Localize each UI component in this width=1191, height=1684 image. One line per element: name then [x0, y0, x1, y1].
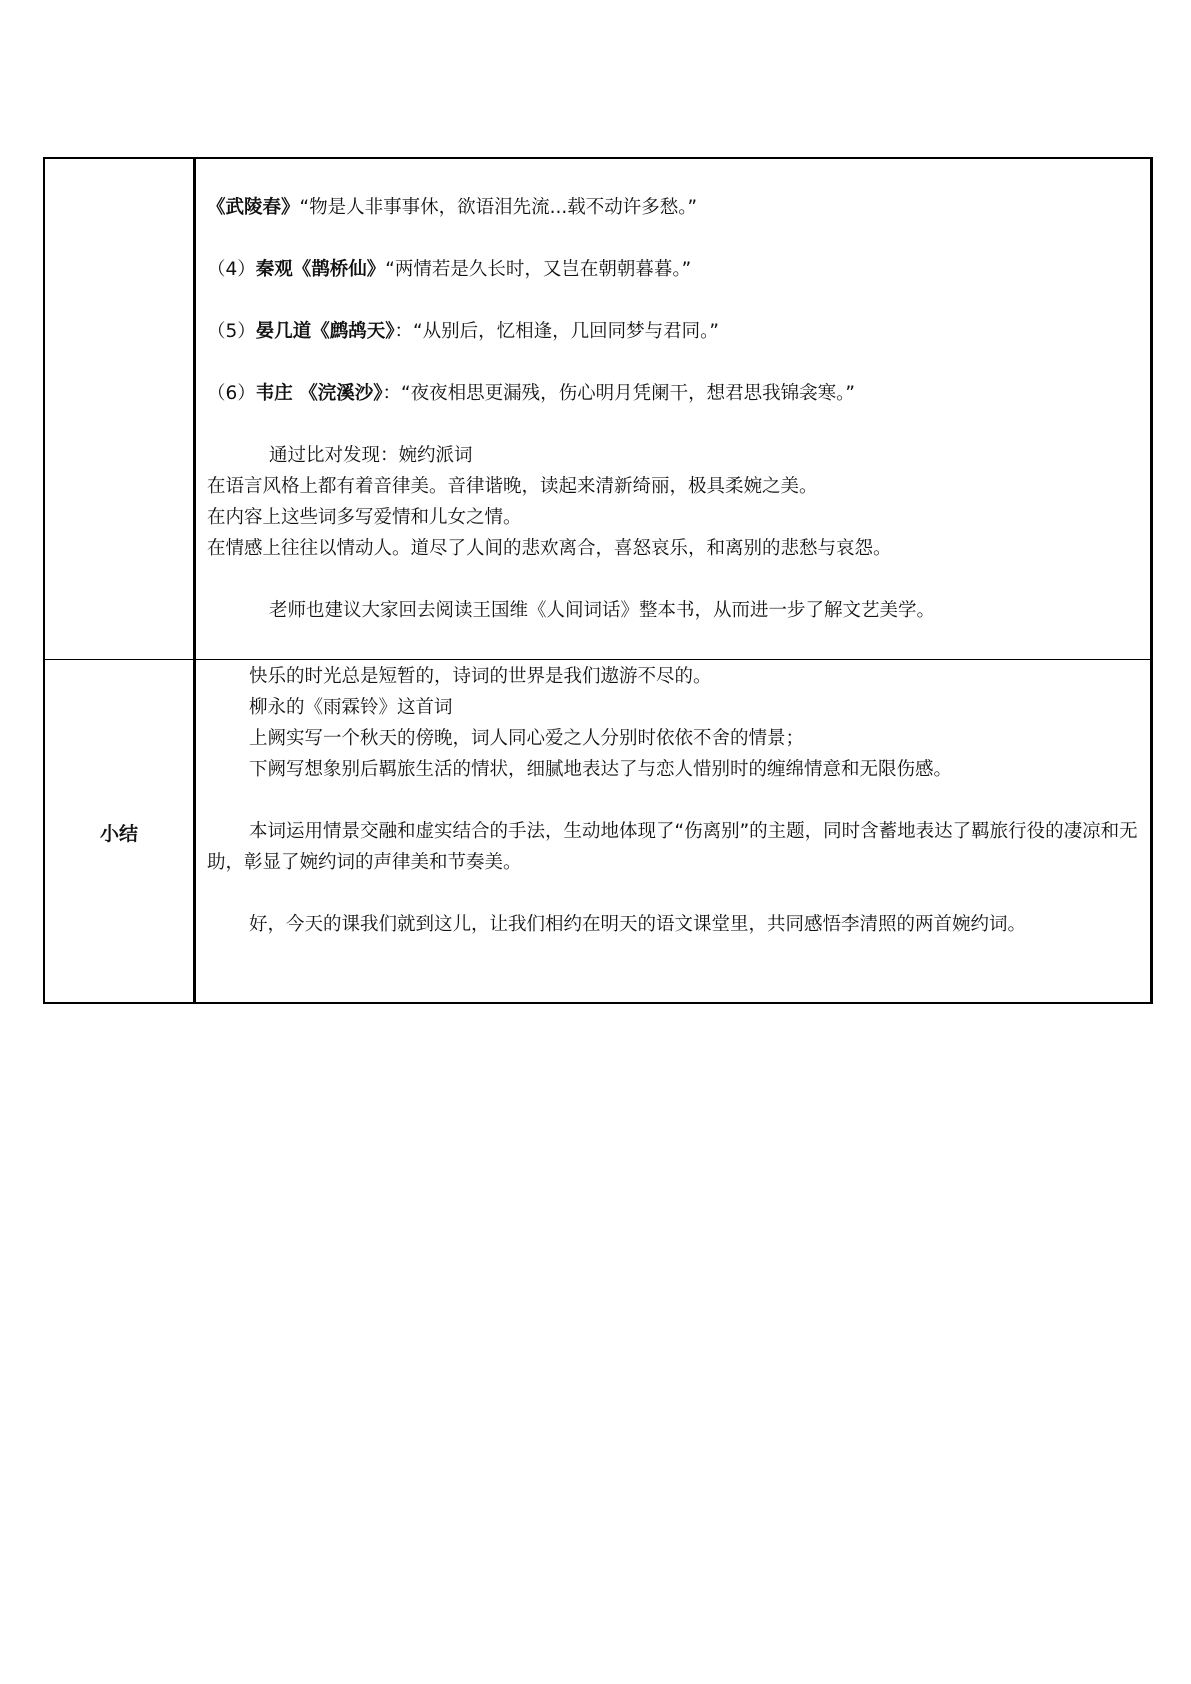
- conclusion-paragraph: 本词运用情景交融和虚实结合的手法，生动地体现了“伤离别”的主题，同时含蓄地表达了羁旅行役的凄凉和无助，彰显了婉约词的声律美和节奏美。: [207, 821, 1138, 873]
- item-number: （5）: [207, 321, 256, 342]
- poem-quote: ：“夜夜相思更漏残，伤心明月凭阑干，想君思我锦衾寒。”: [382, 383, 855, 404]
- poem-title: 晏几道《鹧鸪天》: [255, 321, 395, 342]
- poem-title: 秦观《鹊桥仙》: [255, 259, 386, 280]
- poem-line-5: [207, 316, 1140, 347]
- lesson-table: [43, 157, 1153, 1004]
- summary-line: 在语言风格上都有着音律美。音律谐晚，读起来清新绮丽，极具柔婉之美。: [207, 476, 818, 497]
- poem-title: 《武陵春》: [207, 197, 300, 218]
- row-label-summary: 小结: [99, 823, 138, 845]
- poem-quote: ：“从别后，忆相逢，几回同梦与君同。”: [394, 321, 719, 342]
- item-number: （6）: [207, 383, 256, 404]
- poem-quote: “物是人非事事休，欲语泪先流...载不动许多愁。”: [299, 197, 698, 218]
- conclusion-line: 柳永的《雨霖铃》这首词: [249, 697, 453, 718]
- conclusion-line: 快乐的时光总是短暂的，诗词的世界是我们遨游不尽的。: [249, 666, 712, 687]
- poem-line-4: [207, 254, 1140, 285]
- summary-intro: 通过比对发现：婉约派词: [269, 445, 473, 466]
- summary-line: 在内容上这些词多写爱情和儿女之情。: [207, 507, 522, 528]
- item-number: （4）: [207, 259, 256, 280]
- row1-content: [207, 192, 1140, 626]
- reading-advice: 老师也建议大家回去阅读王国维《人间词话》整本书，从而进一步了解文艺美学。: [269, 600, 936, 621]
- poem-title: 韦庄 《浣溪沙》: [255, 383, 383, 404]
- row-divider: [45, 659, 1150, 660]
- column-divider: [193, 159, 196, 1002]
- poem-quote: “两情若是久长时，又岂在朝朝暮暮。”: [385, 259, 692, 280]
- poem-line-wulingchun: [207, 192, 1140, 223]
- closing-line: 好，今天的课我们就到这儿，让我们相约在明天的语文课堂里，共同感悟李清照的两首婉约词。: [249, 914, 1027, 935]
- poem-line-6: [207, 378, 1140, 409]
- conclusion-line: 下阙写想象别后羁旅生活的情状，细腻地表达了与恋人惜别时的缠绵情意和无限伤感。: [249, 759, 953, 780]
- row2-content: [207, 661, 1140, 940]
- summary-line: 在情感上往往以情动人。道尽了人间的悲欢离合，喜怒哀乐，和离别的悲愁与哀怨。: [207, 538, 892, 559]
- conclusion-line: 上阙实写一个秋天的傍晚，词人同心爱之人分别时依依不舍的情景；: [249, 728, 805, 749]
